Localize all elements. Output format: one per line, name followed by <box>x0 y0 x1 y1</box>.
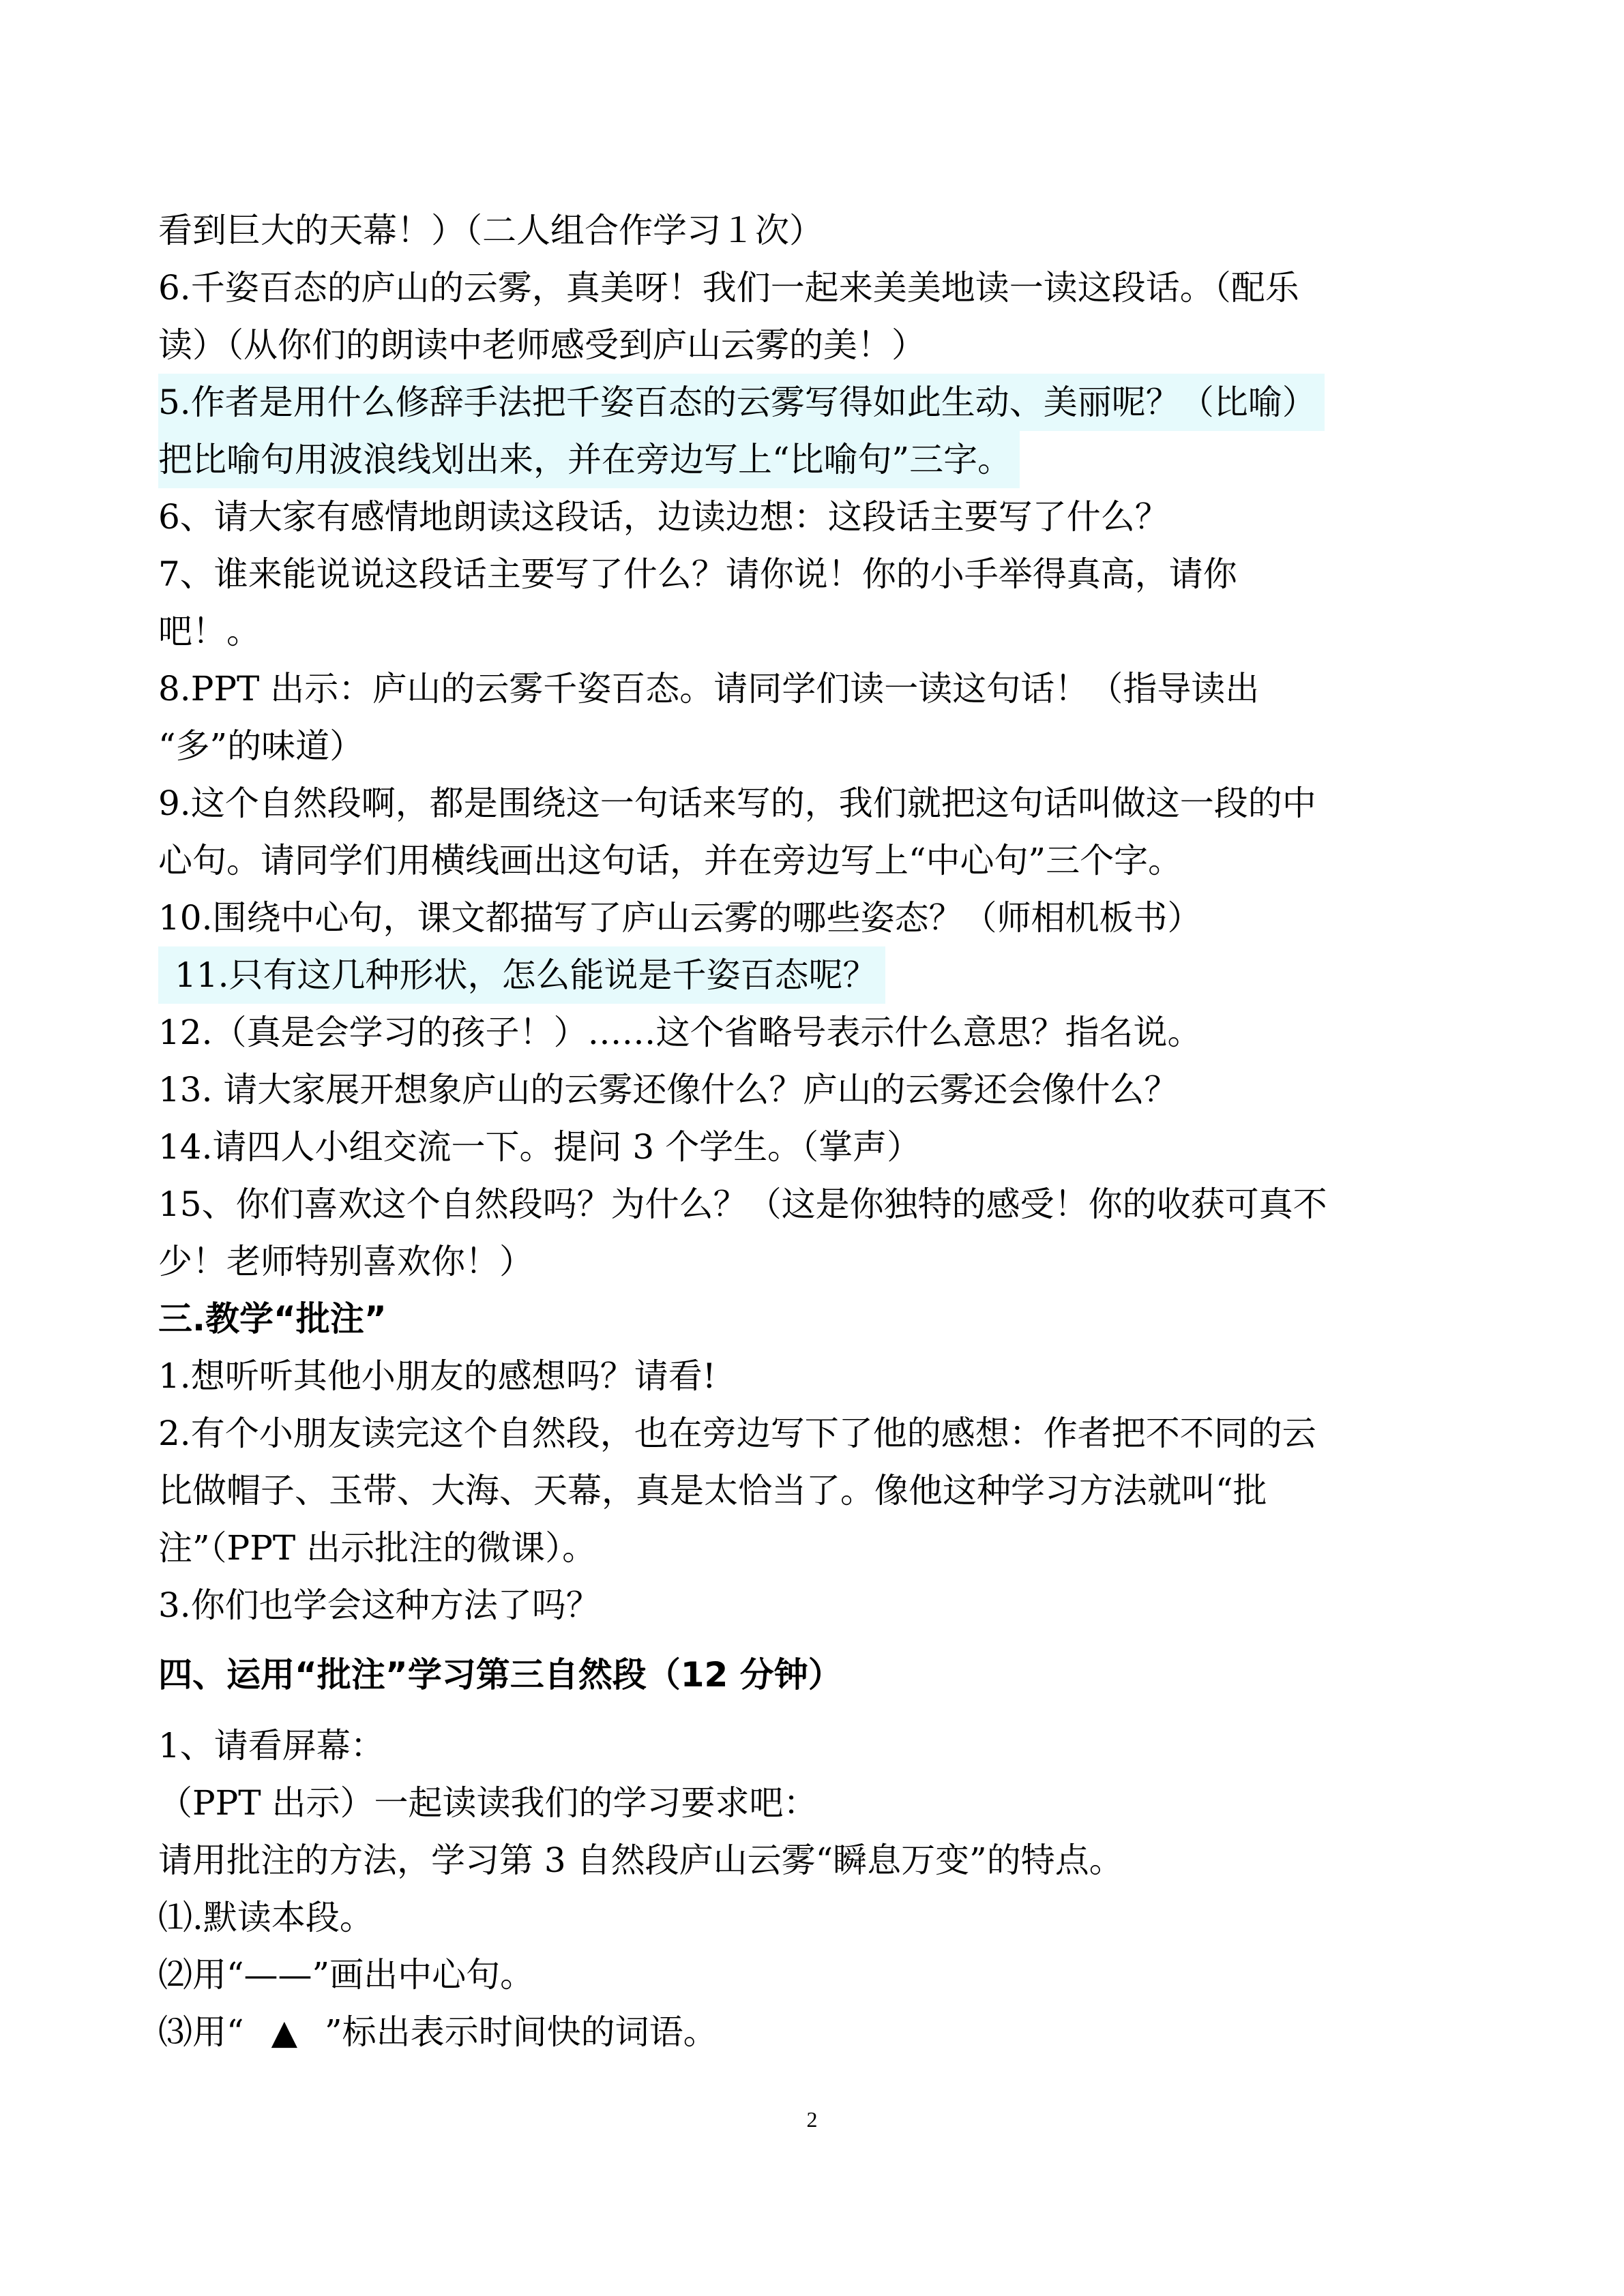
text-line: 13. 请大家展开想象庐山的云雾还像什么？庐山的云雾还会像什么？ <box>158 1070 1179 1109</box>
text-line: 少！老师特别喜欢你！） <box>158 1242 533 1281</box>
text-line: 请用批注的方法，学习第 3 自然段庐山云雾“瞬息万变”的特点。 <box>158 1840 1123 1880</box>
text-line: 心句。请同学们用横线画出这句话，并在旁边写上“中心句”三个字。 <box>158 841 1183 880</box>
section-heading: 三.教学“批注” <box>158 1299 387 1339</box>
text-line: 看到巨大的天幕！）（二人组合作学习１次） <box>158 211 823 250</box>
text-line: 7、谁来能说说这段话主要写了什么？请你说！你的小手举得真高，请你 <box>158 554 1237 594</box>
text-line: 8.PPT 出示：庐山的云雾千姿百态。请同学们读一读这句话！（指导读出 <box>158 669 1260 709</box>
highlighted-line <box>158 946 885 1004</box>
text-line: 6、请大家有感情地朗读这段话，边读边想：这段话主要写了什么？ <box>158 497 1169 537</box>
text-line: 1、请看屏幕： <box>158 1726 385 1765</box>
text-line: 12.（真是会学习的孩子！）……这个省略号表示什么意思？指名说。 <box>158 1013 1202 1052</box>
text-line: 吧！。 <box>158 612 261 651</box>
text-line: 2.有个小朋友读完这个自然段，也在旁边写下了他的感想：作者把不不同的云 <box>158 1414 1316 1453</box>
text-line: ⑵用“——”画出中心句。 <box>158 1955 535 1995</box>
text-line: 3.你们也学会这种方法了吗？ <box>158 1585 600 1625</box>
text-line: 10.围绕中心句，课文都描写了庐山云雾的哪些姿态？（师相机板书） <box>158 898 1202 938</box>
text-line: “多”的味道） <box>158 726 364 766</box>
text-line: 9.这个自然段啊，都是围绕这一句话来写的，我们就把这句话叫做这一段的中 <box>158 784 1316 823</box>
triangle-icon: ▲ <box>271 2012 298 2052</box>
line-suffix: ”标出表示时间快的词语。 <box>325 2012 718 2052</box>
text-line: ⑴.默读本段。 <box>158 1898 374 1937</box>
page-number: 2 <box>806 2107 818 2132</box>
text-line: 14.请四人小组交流一下。提问 3 个学生。（掌声） <box>158 1127 921 1167</box>
highlight: 5.作者是用什么修辞手法把千姿百态的云雾写得如此生动、美丽呢？（比喻） <box>158 374 1325 431</box>
line-prefix: ⑶用“ <box>158 2012 244 2052</box>
highlight: 把比喻句用波浪线划出来，并在旁边写上“比喻句”三字。 <box>158 431 1020 488</box>
text-line: 6.千姿百态的庐山的云雾，真美呀！我们一起来美美地读一读这段话。（配乐 <box>158 268 1299 308</box>
text-line: 读）（从你们的朗读中老师感受到庐山云雾的美！） <box>158 325 926 365</box>
highlighted-line <box>158 374 1325 431</box>
text-line: 注”（PPT 出示批注的微课）。 <box>158 1528 597 1568</box>
text-line: 比做帽子、玉带、大海、天幕，真是太恰当了。像他这种学习方法就叫“批 <box>158 1471 1267 1510</box>
text-line <box>158 2003 718 2061</box>
highlighted-line <box>158 431 1020 488</box>
highlight: 11.只有这几种形状，怎么能说是千姿百态呢？ <box>158 946 885 1004</box>
text-line: 15、你们喜欢这个自然段吗？为什么？（这是你独特的感受！你的收获可真不 <box>158 1184 1327 1224</box>
text-line: 1.想听听其他小朋友的感想吗？请看! <box>158 1356 716 1396</box>
section-heading: 四、运用“批注”学习第三自然段（12 分钟） <box>158 1655 842 1695</box>
text-line: （PPT 出示）一起读读我们的学习要求吧： <box>158 1783 818 1823</box>
